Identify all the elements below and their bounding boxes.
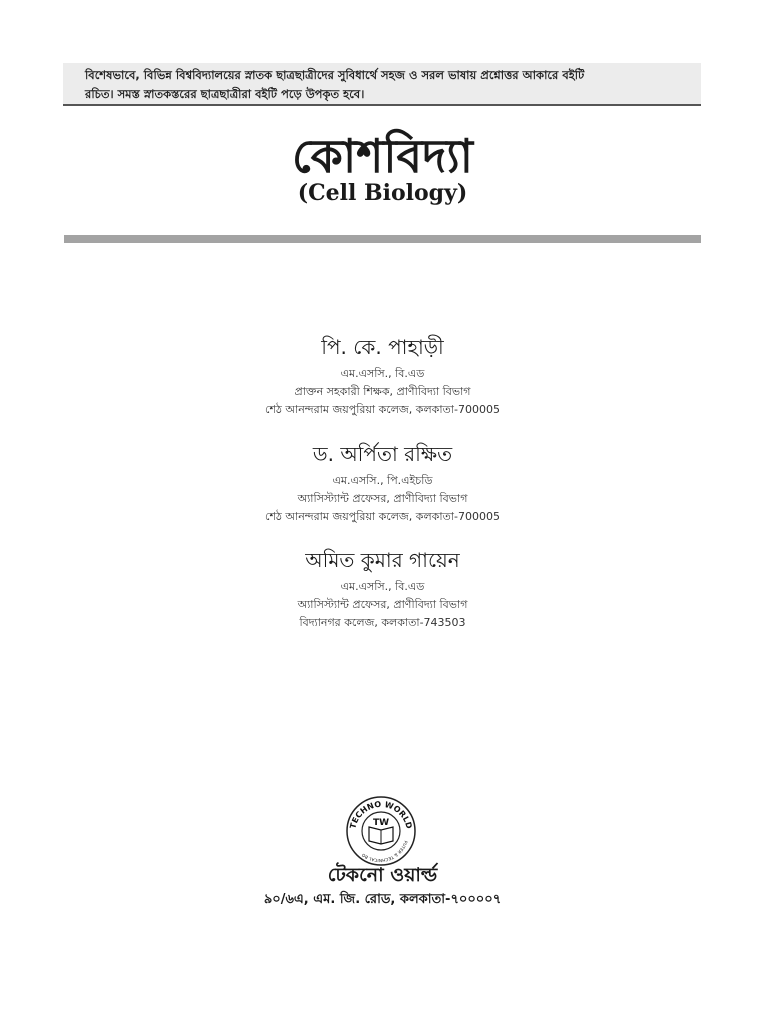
author-institution: শেঠ আনন্দরাম জয়পুরিয়া কলেজ, কলকাতা-700005 [265, 510, 500, 523]
publisher-logo [345, 795, 417, 867]
author-institution: বিদ্যানগর কলেজ, কলকাতা-743503 [299, 616, 466, 629]
author-position: প্রাক্তন সহকারী শিক্ষক, প্রাণীবিদ্যা বিভাগ [294, 385, 471, 398]
banner-line-1: বিশেষভাবে, বিভিন্ন বিশ্ববিদ্যালয়ের স্নাতক ছাত্রছাত্রীদের সুবিধার্থে সহজ ও সরল ভাষায় প্রশ্নোত্তর আকারে বইটি [85, 68, 585, 82]
divider-bar [64, 235, 701, 243]
book-icon [369, 827, 393, 844]
author-institution: শেঠ আনন্দরাম জয়পুরিয়া কলেজ, কলকাতা-700005 [265, 403, 500, 416]
banner-line-2: রচিত। সমস্ত স্নাতকস্তরের ছাত্রছাত্রীরা বইটি পড়ে উপকৃত হবে। [85, 87, 365, 101]
author-block-1 [0, 333, 765, 419]
logo-ring-top-text: TECHNO WORLD [348, 799, 414, 830]
top-banner [63, 63, 701, 106]
logo-center-text: TW [372, 818, 390, 828]
author-degree: এম.এসসি., পি.এইচডি [332, 474, 433, 487]
author-name: পি. কে. পাহাড়ী [321, 335, 444, 359]
author-block-3 [0, 546, 765, 632]
author-name: ড. অর্পিতা রক্ষিত [312, 442, 453, 466]
publisher-name: টেকনো ওয়ার্ল্ড [327, 864, 438, 886]
author-degree: এম.এসসি., বি.এড [340, 580, 425, 593]
book-subtitle: (Cell Biology) [297, 180, 468, 206]
logo-ring-side-text: PUTER & TECHNICAL BO [360, 840, 409, 864]
author-position: অ্যাসিস্ট্যান্ট প্রফেসর, প্রাণীবিদ্যা বিভাগ [297, 598, 468, 611]
book-title: কোশবিদ্যা [291, 129, 473, 183]
author-name: অমিত কুমার গায়েন [305, 548, 460, 572]
author-degree: এম.এসসি., বি.এড [340, 367, 425, 380]
author-block-2 [0, 440, 765, 526]
publisher-address: ৯০/৬এ, এম. জি. রোড, কলকাতা-৭০০০০৭ [263, 892, 502, 907]
author-position: অ্যাসিস্ট্যান্ট প্রফেসর, প্রাণীবিদ্যা বিভাগ [297, 492, 468, 505]
